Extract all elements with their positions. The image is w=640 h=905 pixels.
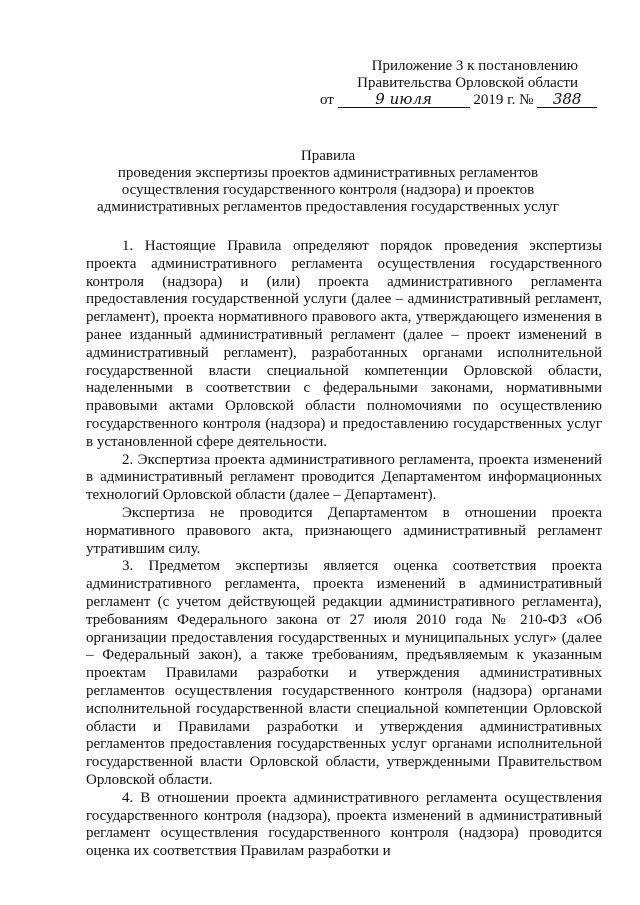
paragraph-3: 3. Предметом экспертизы является оценка соответствия проекта административного регламента, проекта изменений в административный регламент (с учетом действующей редакции административного регламента), требованиям Федерального закона от 27 июля 2010 года № 210-ФЗ «Об организации предоставления государственных и муниципальных услуг» (далее – Федеральный закон), а также требованиям, предъявляемым к указанным проектам Правилами разработки и утверждения административных регламентов осуществления государственного контроля (надзора) органами исполнительной государственной власти специальной компетенции Орловской области и Правилами разработки и утверждения административных регламентов предоставления государственных услуг органами исполнительной государственной власти Орловской области, утвержденными Правительством Орловской области.: [86, 558, 602, 788]
appendix-line-1: Приложение 3 к постановлению: [371, 58, 578, 74]
appendix-date-line: [320, 90, 582, 109]
paragraph-1: 1. Настоящие Правила определяют порядок проведения экспертизы проекта административного регламента осуществления государственного контроля (надзора) и (или) проекта административного регламента предоставления государственной услуги (далее – административный регламент, регламент), проекта нормативного правового акта, утверждающего изменения в ранее изданный административный регламент (далее – проект изменений в административный регламент), разработанных органами исполнительной государственной власти специальной компетенции Орловской области, наделенными в соответствии с федеральными законами, нормативными правовыми актами Орловской области полномочиями по осуществлению государственного контроля (надзора) и предоставлению государственных услуг в установленной сфере деятельности.: [86, 238, 602, 450]
title-line-3: административных регламентов предоставления государственных услуг: [97, 199, 559, 215]
paragraph-2: 2. Экспертиза проекта административного регламента, проекта изменений в административный регламент проводится Департаментом информационных технологий Орловской области (далее – Департамент).: [86, 451, 602, 504]
year-number-label: 2019 г. №: [473, 92, 534, 108]
handwritten-number: 388: [537, 92, 597, 108]
appendix-block: [320, 58, 582, 109]
appendix-line-2: Правительства Орловской области: [357, 75, 578, 91]
from-prefix: от: [320, 92, 334, 108]
title-line-1: проведения экспертизы проектов административных регламентов: [117, 165, 539, 181]
document-title: [60, 148, 596, 216]
handwritten-date: 9 июля: [338, 92, 470, 108]
paragraph-2-note: Экспертиза не проводится Департаментом в отношении проекта нормативного правового акта, признающего административный регламент утратившим силу.: [86, 504, 602, 557]
title-line-2: осуществления государственного контроля (надзора) и проектов: [121, 182, 535, 198]
title-heading: Правила: [300, 148, 356, 164]
paragraph-4: 4. В отношении проекта административного регламента осуществления государственного контроля (надзора), проекта изменений в административный регламент осуществления государственного контроля (надзора) проводится оценка их соответствия Правилам разработки и: [86, 789, 602, 860]
document-body: [86, 238, 602, 861]
